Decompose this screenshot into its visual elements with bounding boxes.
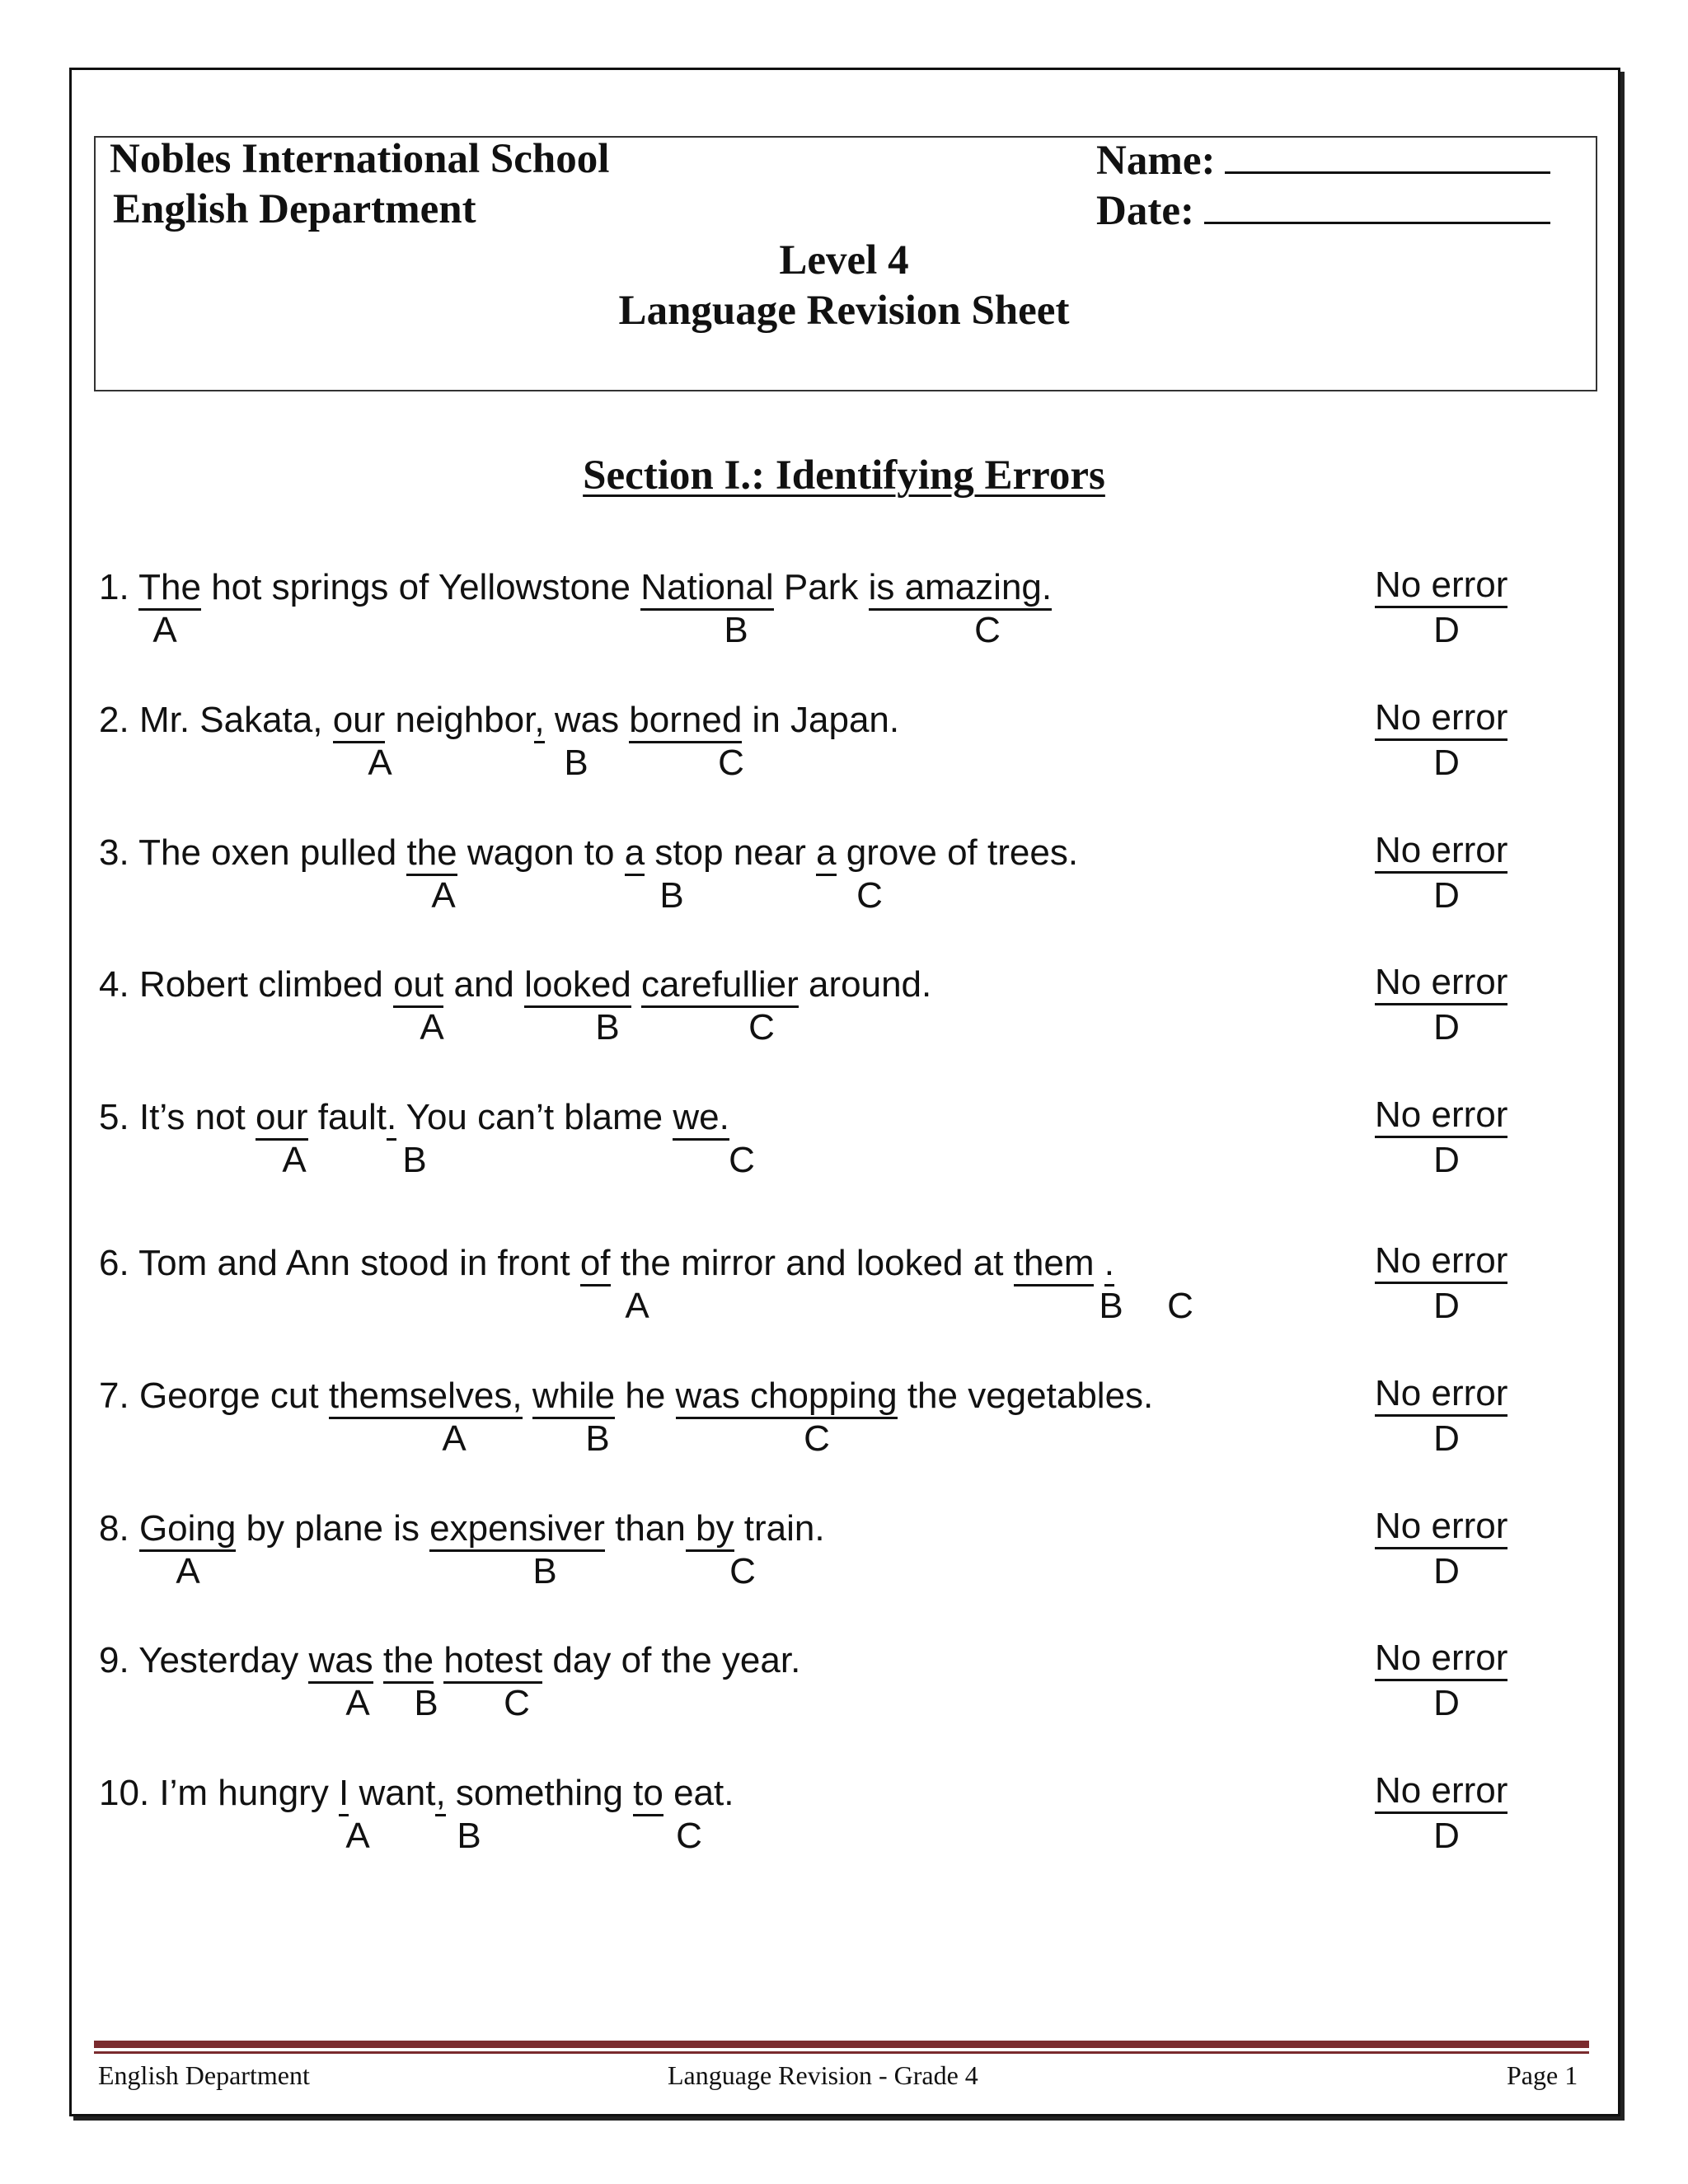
question-row (0, 567, 1688, 666)
sentence-segment: and (443, 964, 525, 1005)
choice-letter-c[interactable]: C (1167, 1286, 1193, 1326)
no-error-option[interactable]: No error (1375, 567, 1507, 608)
no-error-option[interactable]: No error (1375, 1773, 1507, 1814)
underlined-segment[interactable]: a (816, 832, 836, 876)
question-sentence (99, 1773, 734, 1814)
sentence-segment: grove of trees. (836, 832, 1079, 873)
sentence-segment: Yesterday (138, 1640, 309, 1680)
choice-letter-b[interactable]: B (564, 743, 588, 783)
sentence-segment: eat. (663, 1773, 734, 1813)
name-label: Name: (1096, 138, 1216, 184)
footer-left: English Department (98, 2060, 310, 2090)
sentence-segment: was (544, 700, 630, 740)
choice-letter-b[interactable]: B (595, 1007, 620, 1047)
question-sentence (99, 1640, 800, 1681)
sentence-segment: Park (773, 567, 869, 607)
question-row (0, 1240, 1688, 1342)
underlined-segment[interactable]: is amazing. (869, 567, 1053, 611)
department-name: English Department (113, 186, 476, 232)
choice-letter-b[interactable]: B (585, 1418, 610, 1459)
underlined-segment[interactable]: Going (139, 1508, 236, 1552)
sentence-segment (523, 1376, 532, 1416)
sentence-segment: It’s not (138, 1097, 256, 1137)
name-field[interactable] (1096, 135, 1550, 185)
footer-center: Language Revision - Grade 4 (668, 2060, 978, 2090)
underlined-segment[interactable]: our (333, 700, 386, 743)
question-sentence (99, 964, 931, 1005)
level-title: Level 4 (779, 237, 909, 284)
sentence-segment: he (615, 1376, 676, 1416)
underlined-segment[interactable]: . (1104, 1243, 1114, 1286)
sheet-title: Language Revision Sheet (618, 288, 1070, 334)
sentence-segment: around. (798, 964, 932, 1005)
sentence-segment: fault (307, 1097, 387, 1137)
underlined-segment[interactable]: expensiver (429, 1508, 605, 1552)
question-sentence (99, 567, 1052, 608)
footer-rule-thin (94, 2051, 1589, 2054)
question-number: 1. (99, 567, 129, 607)
choice-letter-d[interactable]: D (1433, 1140, 1460, 1180)
question-sentence (99, 1097, 729, 1138)
sentence-segment: I’m hungry (159, 1773, 340, 1813)
no-error-option[interactable]: No error (1375, 832, 1507, 874)
sentence-segment: hot springs of Yellowstone (200, 567, 641, 607)
choice-letter-b[interactable]: B (414, 1683, 438, 1723)
sentence-segment: train. (734, 1508, 825, 1549)
choice-letter-b[interactable]: B (724, 610, 748, 650)
choice-letter-a[interactable]: A (282, 1140, 307, 1180)
sentence-segment (1094, 1243, 1104, 1283)
underlined-segment[interactable]: we. (673, 1097, 729, 1141)
no-error-option[interactable]: No error (1375, 1376, 1507, 1417)
choice-letter-a[interactable]: A (345, 1816, 370, 1856)
sentence-segment: by plane is (236, 1508, 430, 1549)
sentence-segment: something (445, 1773, 634, 1813)
underlined-segment[interactable]: was chopping (676, 1376, 898, 1419)
sentence-segment: than (604, 1508, 686, 1549)
question-number: 8. (99, 1508, 129, 1549)
underlined-segment[interactable]: was (308, 1640, 373, 1684)
choice-letter-a[interactable]: A (152, 610, 177, 650)
choice-letter-d[interactable]: D (1433, 875, 1460, 916)
sentence-segment: You can’t blame (396, 1097, 673, 1137)
name-blank[interactable] (1225, 135, 1550, 174)
date-label: Date: (1096, 188, 1194, 234)
choice-letter-c[interactable]: C (729, 1551, 756, 1591)
sentence-segment: want (349, 1773, 436, 1813)
choice-letter-b[interactable]: B (1099, 1286, 1123, 1326)
choice-letter-a[interactable]: A (625, 1286, 649, 1326)
choice-letter-c[interactable]: C (729, 1140, 755, 1180)
underlined-segment[interactable]: of (580, 1243, 611, 1286)
school-name: Nobles International School (110, 136, 610, 182)
choice-letter-c[interactable]: C (804, 1418, 830, 1459)
choice-letter-a[interactable]: A (368, 743, 392, 783)
sentence-segment: the mirror and looked at (610, 1243, 1014, 1283)
sentence-segment: neighbor (385, 700, 535, 740)
underlined-segment[interactable]: them (1014, 1243, 1095, 1286)
underlined-segment[interactable]: I (339, 1773, 349, 1816)
choice-letter-b[interactable]: B (532, 1551, 557, 1591)
no-error-option[interactable]: No error (1375, 964, 1507, 1005)
choice-letter-b[interactable]: B (402, 1140, 427, 1180)
question-sentence (99, 1508, 825, 1549)
section-title-text: Section I.: Identifying Errors (583, 452, 1105, 499)
choice-letter-c[interactable]: C (748, 1007, 775, 1047)
sentence-segment: Robert climbed (138, 964, 394, 1005)
sentence-segment: wagon to (457, 832, 625, 873)
choice-letter-d[interactable]: D (1433, 610, 1460, 650)
underlined-segment[interactable]: National (640, 567, 773, 611)
underlined-segment[interactable]: hotest (443, 1640, 542, 1684)
choice-letter-c[interactable]: C (504, 1683, 530, 1723)
question-number: 9. (99, 1640, 129, 1680)
section-title (0, 452, 1688, 499)
underlined-segment[interactable]: borned (629, 700, 742, 743)
no-error-option[interactable]: No error (1375, 1243, 1507, 1284)
sentence-segment (434, 1640, 443, 1680)
sentence-segment: in Japan. (742, 700, 900, 740)
question-number: 2. (99, 700, 129, 740)
underlined-segment[interactable]: carefullier (641, 964, 799, 1008)
underlined-segment[interactable]: themselves, (329, 1376, 523, 1419)
choice-letter-a[interactable]: A (431, 875, 456, 916)
sentence-segment: the vegetables. (897, 1376, 1154, 1416)
choice-letter-b[interactable]: B (659, 875, 684, 916)
question-row (0, 697, 1688, 799)
question-number: 4. (99, 964, 129, 1005)
underlined-segment[interactable]: The (138, 567, 201, 611)
underlined-segment[interactable]: . (387, 1097, 396, 1141)
no-error-option[interactable]: No error (1375, 1640, 1507, 1681)
choice-letter-d[interactable]: D (1433, 1007, 1460, 1047)
sentence-segment: Tom and Ann stood in front (138, 1243, 580, 1283)
choice-letter-b[interactable]: B (457, 1816, 481, 1856)
sentence-segment: George cut (138, 1376, 329, 1416)
underlined-segment[interactable]: looked (524, 964, 631, 1008)
question-number: 5. (99, 1097, 129, 1137)
question-sentence (99, 1243, 1114, 1284)
sentence-segment (373, 1640, 383, 1680)
question-number: 6. (99, 1243, 129, 1283)
question-row (0, 1770, 1688, 1872)
choice-letter-d[interactable]: D (1433, 743, 1460, 783)
underlined-segment[interactable]: to (633, 1773, 663, 1816)
question-sentence (99, 1376, 1153, 1417)
choice-letter-c[interactable]: C (676, 1816, 702, 1856)
underlined-segment[interactable]: while (532, 1376, 615, 1419)
choice-letter-d[interactable]: D (1433, 1683, 1460, 1723)
no-error-option[interactable]: No error (1375, 700, 1507, 741)
underlined-segment[interactable]: the (383, 1640, 434, 1684)
choice-letter-c[interactable]: C (974, 610, 1001, 650)
choice-letter-a[interactable]: A (345, 1683, 370, 1723)
footer-rule (94, 2041, 1589, 2048)
sentence-segment (631, 964, 641, 1005)
underlined-segment[interactable]: our (256, 1097, 308, 1141)
underlined-segment[interactable]: , (534, 700, 544, 743)
question-row (0, 1508, 1688, 1607)
question-row (0, 1373, 1688, 1474)
underlined-segment[interactable]: a (625, 832, 645, 876)
date-blank[interactable] (1204, 185, 1550, 224)
question-row (0, 1640, 1688, 1739)
underlined-segment[interactable]: the (406, 832, 457, 876)
choice-letter-c[interactable]: C (856, 875, 883, 916)
sentence-segment: stop near (645, 832, 817, 873)
choice-letter-a[interactable]: A (442, 1418, 467, 1459)
underlined-segment[interactable]: out (393, 964, 443, 1008)
sentence-segment: Mr. Sakata, (138, 700, 333, 740)
choice-letter-d[interactable]: D (1433, 1286, 1460, 1326)
question-row (0, 1094, 1688, 1196)
choice-letter-a[interactable]: A (176, 1551, 200, 1591)
choice-letter-a[interactable]: A (420, 1007, 444, 1047)
question-number: 7. (99, 1376, 129, 1416)
choice-letter-d[interactable]: D (1433, 1551, 1460, 1591)
sentence-segment: day of the year. (542, 1640, 801, 1680)
question-number: 10. (99, 1773, 150, 1813)
question-number: 3. (99, 832, 129, 873)
question-row (0, 964, 1688, 1063)
underlined-segment[interactable]: by (686, 1508, 734, 1552)
no-error-option[interactable]: No error (1375, 1097, 1507, 1138)
question-sentence (99, 700, 899, 741)
footer-page-number: Page 1 (1507, 2060, 1578, 2090)
date-field[interactable] (1096, 185, 1550, 235)
choice-letter-d[interactable]: D (1433, 1418, 1460, 1459)
underlined-segment[interactable]: , (435, 1773, 445, 1816)
choice-letter-d[interactable]: D (1433, 1816, 1460, 1856)
question-sentence (99, 832, 1078, 874)
sentence-segment: The oxen pulled (138, 832, 407, 873)
no-error-option[interactable]: No error (1375, 1508, 1507, 1549)
question-row (0, 832, 1688, 931)
choice-letter-c[interactable]: C (718, 743, 744, 783)
